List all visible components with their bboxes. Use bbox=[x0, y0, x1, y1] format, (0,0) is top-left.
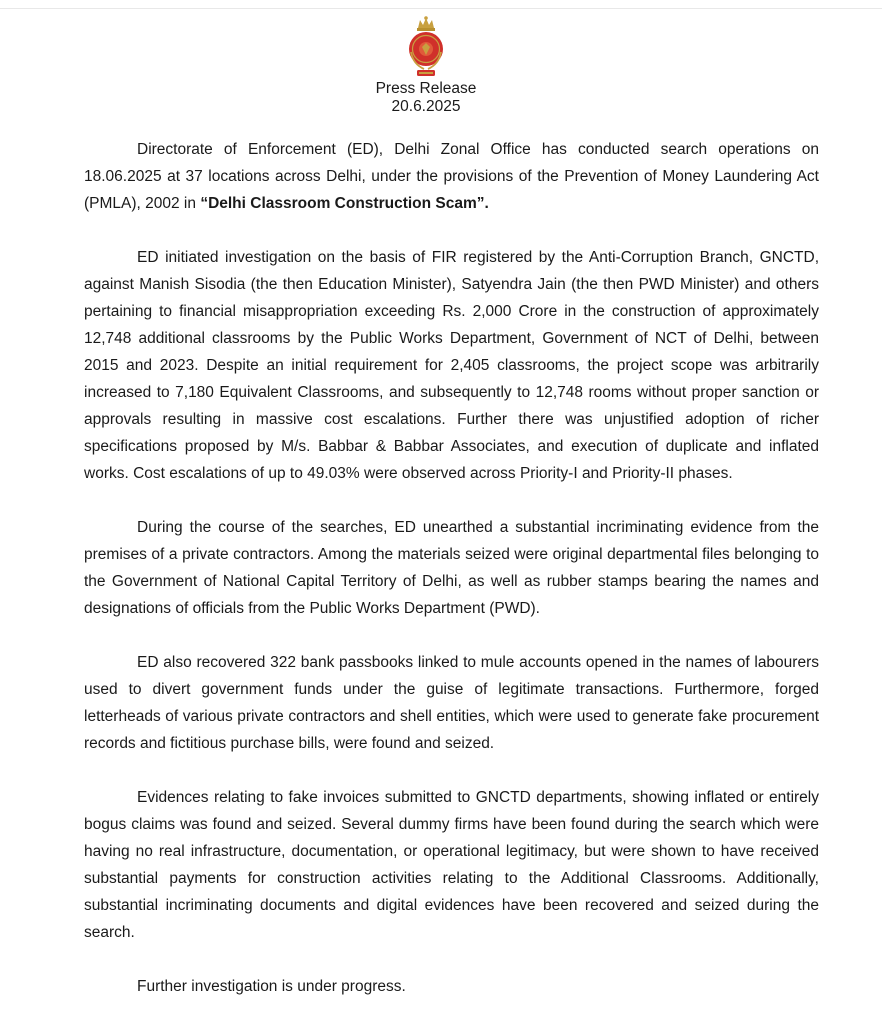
press-release-body bbox=[84, 136, 819, 1000]
press-release-header bbox=[0, 80, 852, 116]
paragraph-investigation-basis: ED initiated investigation on the basis of FIR registered by the Anti-Corruption Branch, GNCTD, against Manish Sisodia (the then Education Minister), Satyendra Jain (the then PWD Minister) and others pertaining to financial misappropriation exceeding Rs. 2,000 Crore in the construction of approximately 12,748 additional classrooms by the Public Works Department, Government of NCT of Delhi, between 2015 and 2023. Despite an initial requirement for 2,405 classrooms, the project scope was arbitrarily increased to 7,180 Equivalent Classrooms, and subsequently to 12,748 rooms without proper sanction or approvals resulting in massive cost escalations. Further there was unjustified adoption of richer specifications proposed by M/s. Babbar & Babbar Associates, and execution of duplicate and inflated works. Cost escalations of up to 49.03% were observed across Priority-I and Priority-II phases. bbox=[84, 249, 819, 482]
document-title: Press Release bbox=[375, 80, 477, 97]
paragraph-text: Directorate of Enforcement (ED), Delhi Zonal Office has conducted search operations on 18.06.2025 at 37 locations across Delhi, under the provisions of the Prevention of Money Laundering Act (PMLA), 2002 in bbox=[84, 141, 819, 212]
paragraph-fake-invoices: Evidences relating to fake invoices submitted to GNCTD departments, showing inflated or entirely bogus claims was found and seized. Several dummy firms have been found during the search which were having no real infrastructure, documentation, or operational legitimacy, but were shown to have received substantial payments for construction activities relating to the Additional Classrooms. Additionally, substantial incriminating documents and digital evidences have been recovered and seized during the search. bbox=[84, 789, 819, 941]
scam-name: “Delhi Classroom Construction Scam”. bbox=[200, 195, 489, 212]
paragraph-passbooks-recovered: ED also recovered 322 bank passbooks linked to mule accounts opened in the names of labourers used to divert government funds under the guise of legitimate transactions. Furthermore, forged letterheads of various private contractors and shell entities, which were used to generate fake procurement records and fictitious purchase bills, were found and seized. bbox=[84, 654, 819, 752]
top-divider bbox=[0, 8, 882, 9]
paragraph-further-investigation: Further investigation is under progress. bbox=[137, 978, 406, 995]
paragraph-search-findings: During the course of the searches, ED unearthed a substantial incriminating evidence from the premises of a private contractors. Among the materials seized were original departmental files belonging to the Government of National Capital Territory of Delhi, as well as rubber stamps bearing the names and designations of officials from the Public Works Department (PWD). bbox=[84, 519, 819, 617]
ed-emblem-icon bbox=[403, 14, 449, 80]
paragraph-search-operations bbox=[84, 136, 819, 217]
document-date: 20.6.2025 bbox=[391, 98, 461, 115]
